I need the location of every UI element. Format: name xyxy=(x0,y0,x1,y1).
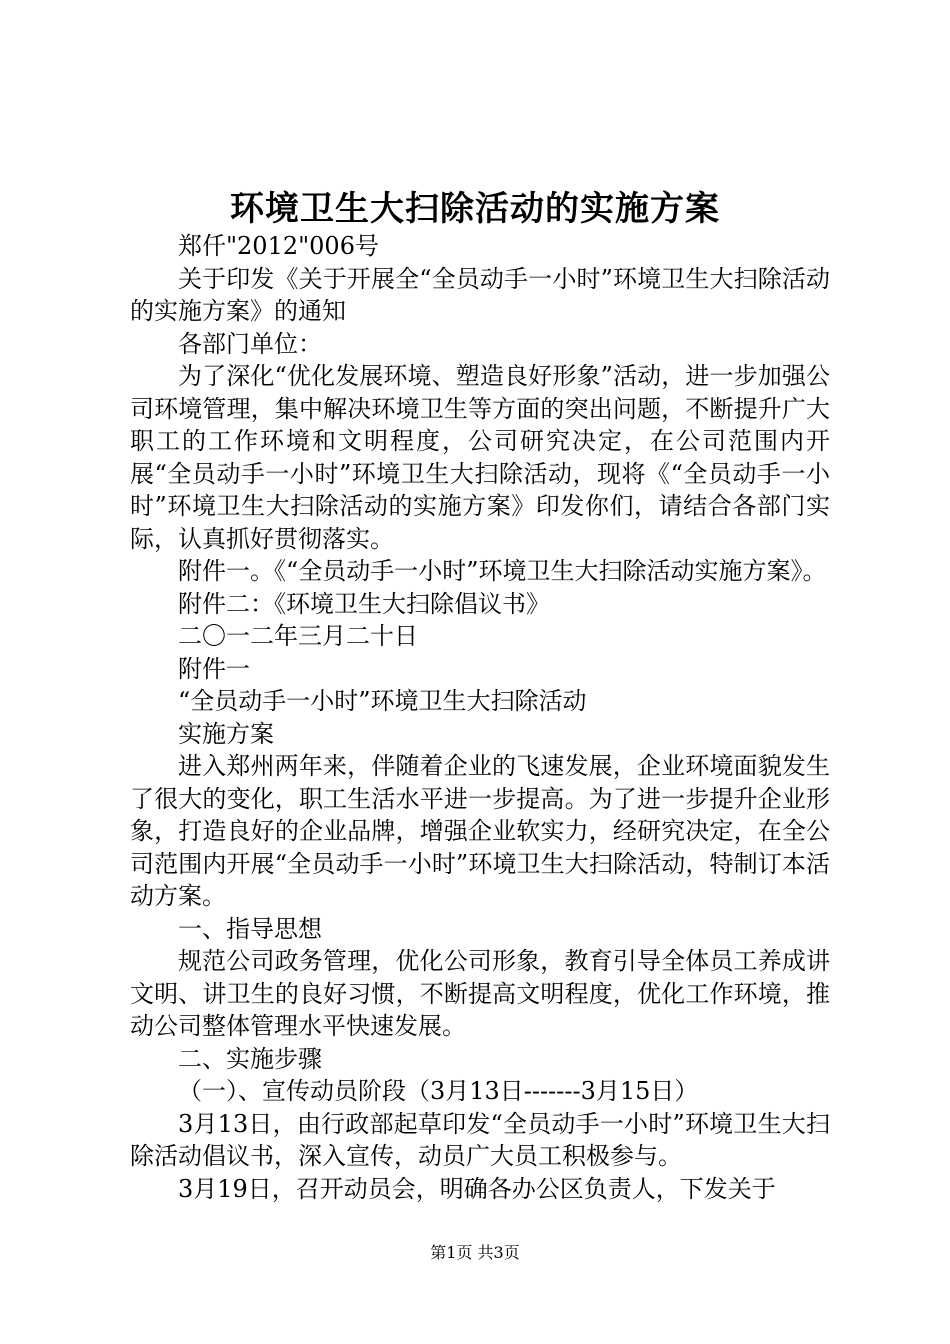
page-number: 第1页 共3页 xyxy=(430,1243,520,1262)
step-one-continued: 3月19日，召开动员会，明确各办公区负责人，下发关于 xyxy=(178,1174,776,1203)
plan-title-line-1: “全员动手一小时”环境卫生大扫除活动 xyxy=(178,687,587,715)
section-heading-guiding-ideas: 一、指导思想 xyxy=(178,914,322,943)
section-heading-steps: 二、实施步骤 xyxy=(178,1044,322,1073)
attachment-two-line: 附件二：《环境卫生大扫除倡议书》 xyxy=(178,589,550,618)
salutation: 各部门单位： xyxy=(178,329,322,358)
step-one-heading: （一）、宣传动员阶段（3月13日-------3月15日） xyxy=(178,1077,699,1105)
issue-date: 二〇一二年三月二十日 xyxy=(178,622,418,650)
document-number: 郑仟"2012"006号 xyxy=(178,232,379,260)
document-title: 环境卫生大扫除活动的实施方案 xyxy=(230,189,720,229)
plan-title-line-2: 实施方案 xyxy=(178,719,274,748)
document-body xyxy=(130,230,830,1205)
guiding-ideas-body: 规范公司政务管理，优化公司形象，教育引导全体员工养成讲文明、讲卫生的良好习惯，不断提高文明程度，优化工作环境，推动公司整体管理水平快速发展。 xyxy=(130,947,830,1040)
notice-body: 为了深化“优化发展环境、塑造良好形象”活动，进一步加强公司环境管理，集中解决环境卫生等方面的突出问题，不断提升广大职工的工作环境和文明程度，公司研究决定，在公司范围内开展“全员动手一小时”环境卫生大扫除活动，现将《“全员动手一小时”环境卫生大扫除活动的实施方案》印发你们，请结合各部门实际，认真抓好贯彻落实。 xyxy=(130,362,830,553)
attachment-one-line: 附件一。《“全员动手一小时”环境卫生大扫除活动实施方案》。 xyxy=(178,557,827,585)
step-one-body: 3月13日，由行政部起草印发“全员动手一小时”环境卫生大扫除活动倡议书，深入宣传，动员广大员工积极参与。 xyxy=(130,1109,830,1170)
notice-heading: 关于印发《关于开展全“全员动手一小时”环境卫生大扫除活动的实施方案》的通知 xyxy=(130,264,830,325)
plan-intro: 进入郑州两年来，伴随着企业的飞速发展，企业环境面貌发生了很大的变化，职工生活水平进一步提高。为了进一步提升企业形象，打造良好的企业品牌，增强企业软实力，经研究决定，在全公司范围内开展“全员动手一小时”环境卫生大扫除活动，特制订本活动方案。 xyxy=(130,752,830,910)
attachment-one-label: 附件一 xyxy=(178,654,250,683)
